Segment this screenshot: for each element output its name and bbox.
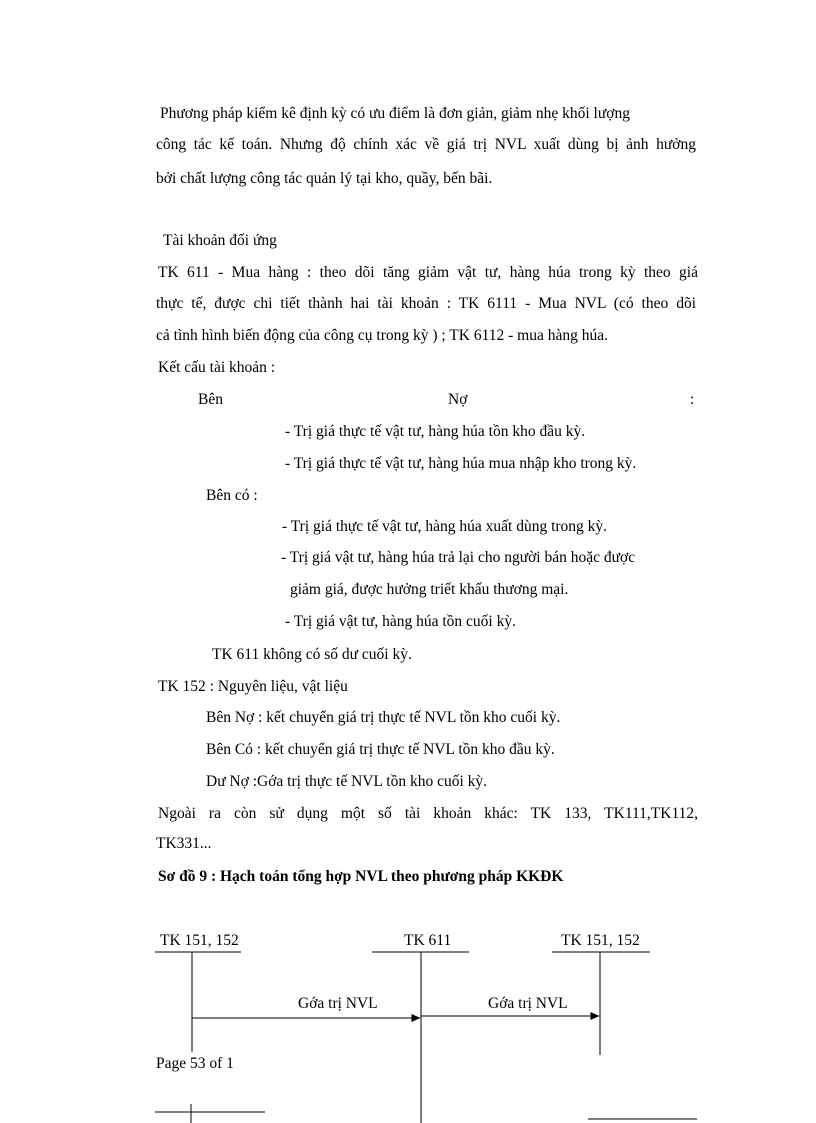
list-item: - Trị giá thực tế vật tư, hàng húa xuất dùng trong kỳ.: [282, 518, 608, 535]
page-number: Page 53 of 1: [156, 1055, 234, 1072]
paragraph-line: công tác kế toán. Nhưng độ chính xác về giá trị NVL xuất dùng bị ảnh hưởng: [156, 136, 696, 153]
arrow-label: Gớa trị NVL: [298, 995, 378, 1012]
ben-co-label: Bên có :: [206, 487, 258, 504]
list-item: Dư Nợ :Gớa trị thực tế NVL tồn kho cuối kỳ.: [206, 773, 488, 790]
list-item: giảm giá, được hưởng triết khấu thương mại.: [290, 581, 569, 598]
list-item: Bên Nợ : kết chuyển giá trị thực tế NVL tồn kho cuối kỳ.: [206, 709, 561, 726]
paragraph-line: thực tế, được chi tiết thành hai tài khoản : TK 6111 - Mua NVL (có theo dõi: [156, 295, 696, 312]
list-item: - Trị giá vật tư, hàng húa tồn cuối kỳ.: [285, 613, 516, 630]
paragraph-line: TK 611 không có số dư cuối kỳ.: [212, 646, 412, 663]
paragraph-line: Ngoài ra còn sử dụng một số tài khoản khác: TK 133, TK111,TK112,: [158, 805, 698, 822]
ben-no-label: Bên: [198, 391, 223, 408]
paragraph-line: TK331...: [156, 835, 212, 852]
diagram-title: Sơ đồ 9 : Hạch toán tổng hợp NVL theo phương pháp KKĐK: [158, 868, 564, 885]
ben-no-label: Nợ: [448, 391, 468, 408]
section-heading: Tài khoản đối ứng: [163, 232, 277, 249]
paragraph-line: TK 611 - Mua hàng : theo dõi tăng giảm vật tư, hàng húa trong kỳ theo giá: [158, 264, 698, 281]
paragraph-line: bởi chất lượng công tác quản lý tại kho, quầy, bến bãi.: [156, 170, 493, 187]
list-item: Bên Có : kết chuyển giá trị thực tế NVL tồn kho đầu kỳ.: [206, 741, 555, 758]
structure-heading: Kết cấu tài khoản :: [158, 359, 276, 376]
account-label-mid: TK 611: [404, 932, 452, 949]
list-item: - Trị giá thực tế vật tư, hàng húa tồn kho đầu kỳ.: [285, 423, 586, 440]
account-label-right: TK 151, 152: [561, 932, 640, 949]
arrow-label: Gớa trị NVL: [488, 995, 568, 1012]
paragraph-line: cả tình hình biến động của công cụ trong kỳ ) ; TK 6112 - mua hàng húa.: [156, 327, 608, 344]
list-item: - Trị giá vật tư, hàng húa trả lại cho người bán hoặc được: [281, 549, 636, 566]
ben-no-label: :: [690, 391, 695, 408]
paragraph-line: Phương pháp kiểm kê định kỳ có ưu điểm là đơn giản, giảm nhẹ khối lượng: [160, 105, 630, 122]
account-title: TK 152 : Nguyên liệu, vật liệu: [158, 678, 348, 695]
account-label-left: TK 151, 152: [160, 932, 239, 949]
list-item: - Trị giá thực tế vật tư, hàng húa mua nhập kho trong kỳ.: [285, 455, 637, 472]
